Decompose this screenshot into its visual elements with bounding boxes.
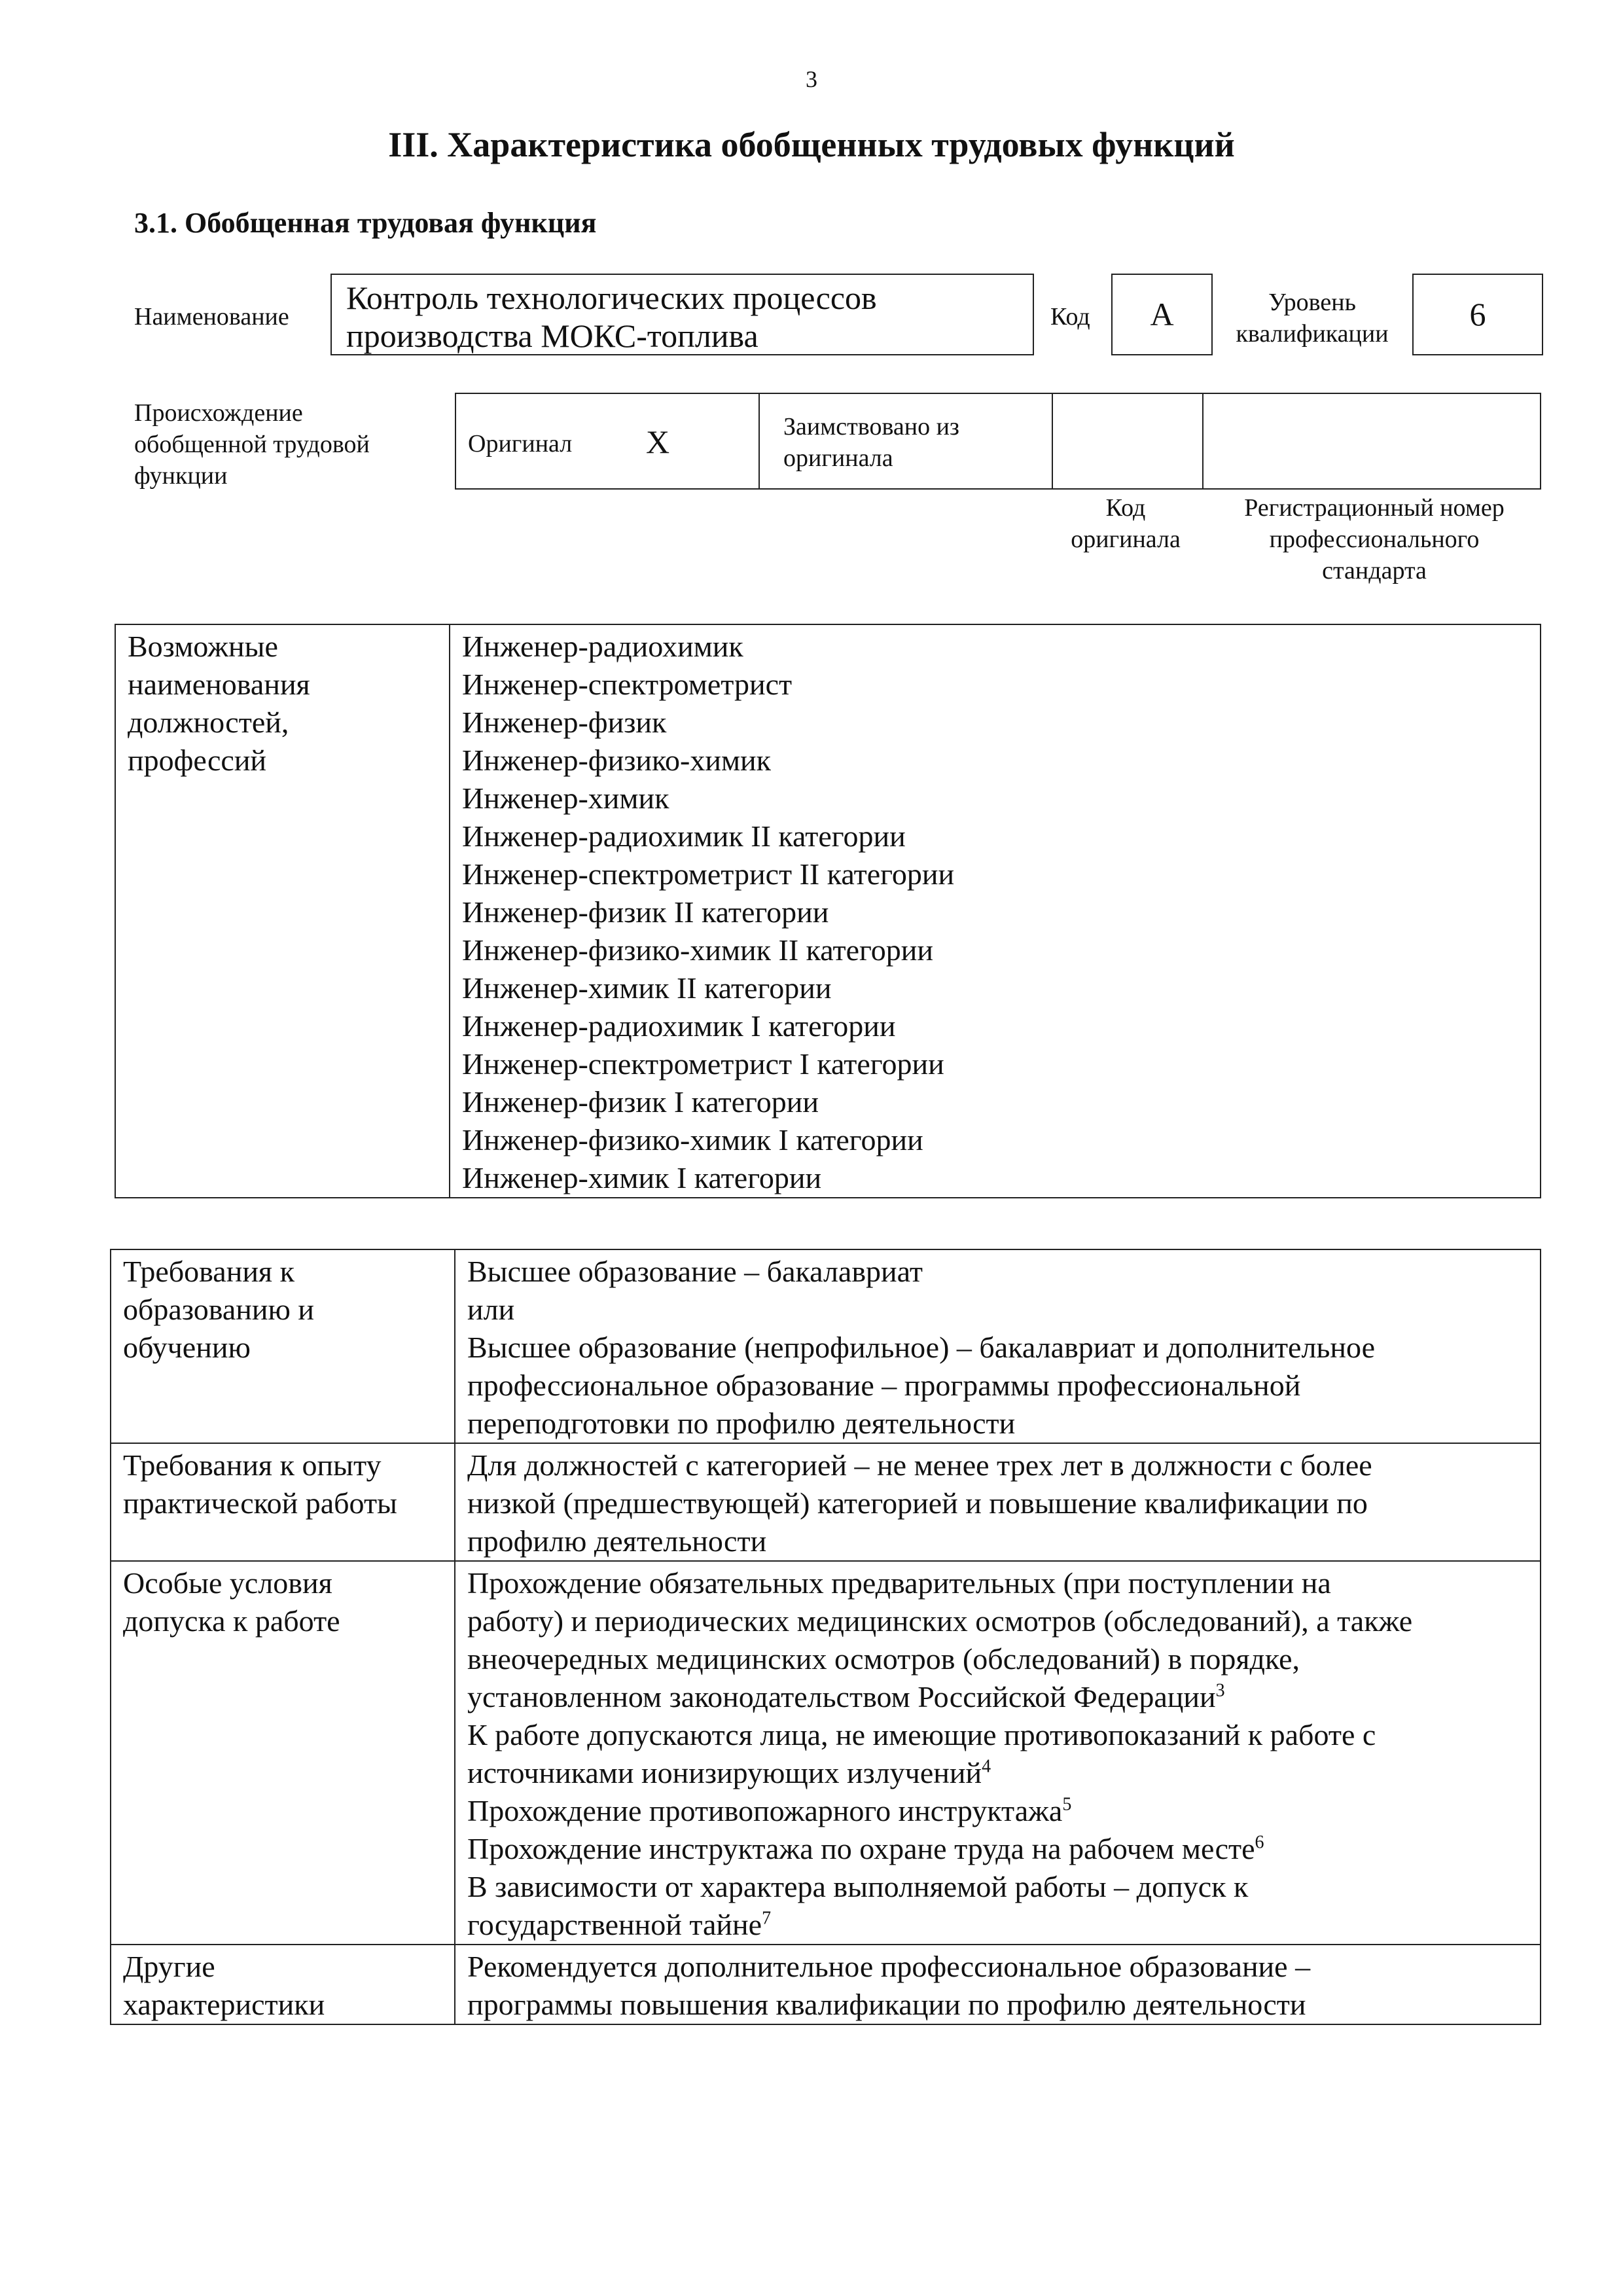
subsection-title: 3.1. Обобщенная трудовая функция xyxy=(134,207,597,239)
list-item: Инженер-радиохимик II категории xyxy=(462,819,906,853)
original-mark: Х xyxy=(646,423,670,460)
footnote-ref[interactable]: 5 xyxy=(1062,1794,1072,1815)
borrowed-label: Заимствовано из оригинала xyxy=(783,413,959,472)
list-item: Инженер-физико-химик xyxy=(462,744,772,777)
list-item: Инженер-радиохимик xyxy=(462,630,743,663)
code-label: Код xyxy=(1050,303,1090,331)
other-label: Другие характеристики xyxy=(111,1945,455,2024)
other-value: Рекомендуется дополнительное профессиональное образование – программы повышения квалификации по профилю деятельности xyxy=(455,1945,1541,2024)
name-value-line1: Контроль технологических процессов xyxy=(346,279,877,316)
origin-label: Происхождение обобщенной трудовой функции xyxy=(134,399,370,490)
level-label: Уровень квалификации xyxy=(1236,289,1389,348)
original-label: Оригинал xyxy=(468,430,573,457)
special-value: Прохождение обязательных предварительных (при поступлении на работу) и периодических медицинских осмотров (обследований), а также внеочередных медицинских осмотров (обследований) в порядке, установленном законодательством Российской Федерации$^3$ К работе допускаются лица, не имеющие противопоказаний к работе с источниками ионизирующих излучений$^4$ Прохождение противопожарного инструктажа$^5$ Прохождение инструктажа по охране труда на рабочем месте$^6$ В зависимости от характера выполняемой работы – допуск к государственной тайне$^7$ xyxy=(455,1561,1541,1945)
list-item: Инженер-физик xyxy=(462,706,667,739)
page-number: 3 xyxy=(806,66,817,92)
reg-number-caption: Регистрационный номер профессионального стандарта xyxy=(1244,494,1505,584)
list-item: Инженер-радиохимик I категории xyxy=(462,1009,896,1043)
list-item: Инженер-химик xyxy=(462,781,669,815)
list-item: Инженер-спектрометрист II категории xyxy=(462,857,955,891)
education-label: Требования к образованию и обучению xyxy=(111,1249,455,1443)
list-item: Инженер-спектрометрист xyxy=(462,668,793,701)
table-row xyxy=(111,1443,1541,1561)
level-value: 6 xyxy=(1412,274,1543,355)
code-original-caption: Код оригинала xyxy=(1071,494,1181,553)
table-row xyxy=(111,1561,1541,1945)
footnote-ref[interactable]: 3 xyxy=(1215,1680,1225,1701)
footnote-ref[interactable]: 7 xyxy=(762,1908,772,1929)
requirements-table xyxy=(110,1249,1541,2025)
list-item: Инженер-физик I категории xyxy=(462,1085,819,1119)
special-label: Особые условия допуска к работе xyxy=(111,1561,455,1945)
name-value-line2: производства МОКС-топлива xyxy=(346,317,758,354)
footnote-ref[interactable]: 4 xyxy=(982,1756,991,1777)
footnote-ref[interactable]: 6 xyxy=(1255,1832,1264,1853)
positions-label: Возможные наименования должностей, профессий xyxy=(115,624,450,1198)
section-title: III. Характеристика обобщенных трудовых функций xyxy=(388,125,1235,164)
table-row xyxy=(111,1249,1541,1443)
name-value-box xyxy=(330,274,1034,355)
list-item: Инженер-химик II категории xyxy=(462,971,832,1005)
positions-list xyxy=(450,624,1541,1198)
list-item: Инженер-химик I категории xyxy=(462,1161,822,1194)
list-item: Инженер-физико-химик II категории xyxy=(462,933,934,967)
name-label: Наименование xyxy=(134,303,289,331)
list-item: Инженер-спектрометрист I категории xyxy=(462,1047,944,1081)
code-value: А xyxy=(1111,274,1213,355)
experience-value: Для должностей с категорией – не менее трех лет в должности с более низкой (предшествующей) категорией и повышение квалификации по профилю деятельности xyxy=(455,1443,1541,1561)
experience-label: Требования к опыту практической работы xyxy=(111,1443,455,1561)
list-item: Инженер-физик II категории xyxy=(462,895,829,929)
table-row xyxy=(111,1945,1541,2024)
positions-table xyxy=(115,624,1541,1198)
education-value: Высшее образование – бакалавриат или Высшее образование (непрофильное) – бакалавриат и дополнительное профессиональное образование – программы профессиональной переподготовки по профилю деятельности xyxy=(455,1249,1541,1443)
list-item: Инженер-физико-химик I категории xyxy=(462,1123,923,1157)
origin-box xyxy=(455,393,1541,490)
